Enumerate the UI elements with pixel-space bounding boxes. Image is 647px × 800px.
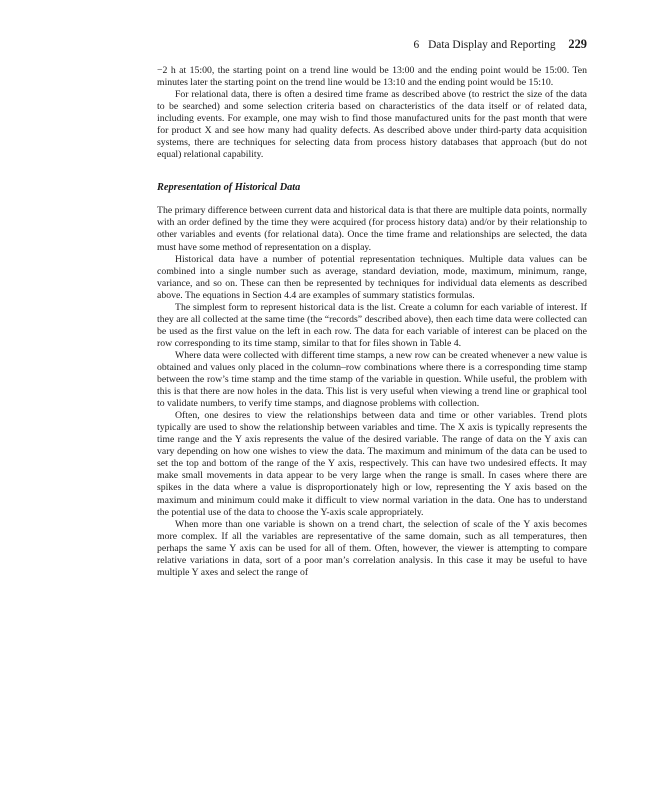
body-text <box>157 65 587 579</box>
chapter-title: Data Display and Reporting <box>428 39 556 51</box>
running-header <box>414 37 588 52</box>
paragraph: When more than one variable is shown on a trend chart, the selection of scale of the Y axis becomes more complex. If all the variables are representative of the same domain, such as all temperatures, then perhaps the same Y axis can be used for all of them. Often, however, the viewer is attempting to compare relative variations in data, sort of a poor man’s correlation analysis. In this case it may be useful to have multiple Y axes and select the range of <box>157 518 587 578</box>
paragraph: The simplest form to represent historical data is the list. Create a column for each variable of interest. If they are all collected at the same time (the “records” described above), then each time data were collected can be used as the first value on the left in each row. The data for each variable of interest can be placed on the row corresponding to its time stamp, similar to that for files shown in Table 4. <box>157 301 587 349</box>
paragraph: For relational data, there is often a desired time frame as described above (to restrict the size of the data to be searched) and some selection criteria based on characteristics of the data itself or of related data, including events. For example, one may wish to find those manufactured units for the past month that were for product X and see how many had quality defects. As described above under third-party data acquisition systems, there are techniques for selecting data from process history databases that approach (but do not equal) relational capability. <box>157 89 587 161</box>
section-heading: Representation of Historical Data <box>157 182 301 194</box>
paragraph: −2 h at 15:00, the starting point on a trend line would be 13:00 and the ending point would be 15:00. Ten minutes later the starting point on the trend line would be 13:10 and the ending point would be 15:10. <box>157 65 587 89</box>
chapter-number: 6 <box>413 39 420 51</box>
paragraph: Often, one desires to view the relationships between data and time or other variables. Trend plots typically are used to show the relationship between variables and time. The X axis is typically represents the time range and the Y axis represents the value of the desired variable. The range of data on the Y axis can vary depending on how one wishes to view the data. The maximum and minimum of the data can be used to set the top and bottom of the range of the Y axis, respectively. This can have two undesired effects. It may make small movements in data appear to be very large when the range is small. In cases where there are spikes in the data where a value is disproportionately high or low, representing the Y axis based on the maximum and minimum could make it difficult to view normal variation in the data. One has to understand the potential use of the data to choose the Y-axis scale appropriately. <box>157 410 587 518</box>
paragraph: Historical data have a number of potential representation techniques. Multiple data values can be combined into a single number such as average, standard deviation, mode, maximum, minimum, range, variance, and so on. These can then be represented by techniques for individual data elements as described above. The equations in Section 4.4 are examples of summary statistics formulas. <box>157 253 587 301</box>
page-number: 229 <box>568 37 587 51</box>
paragraph: Where data were collected with different time stamps, a new row can be created whenever a new value is obtained and values only placed in the column–row combinations where there is a corresponding time stamp between the row’s time stamp and the time stamp of the variable in question. While useful, the problem with this is that there are now holes in the data. This list is very useful when viewing a trend line or graphical tool to validate numbers, to verify time stamps, and diagnose problems with collection. <box>157 349 587 410</box>
paragraph: The primary difference between current data and historical data is that there are multiple data points, normally with an order defined by the time they were acquired (for process history data) and/or by their relationship to other variables and events (for relational data). Once the time frame and relationships are selected, the data must have some method of representation on a display. <box>157 205 588 253</box>
